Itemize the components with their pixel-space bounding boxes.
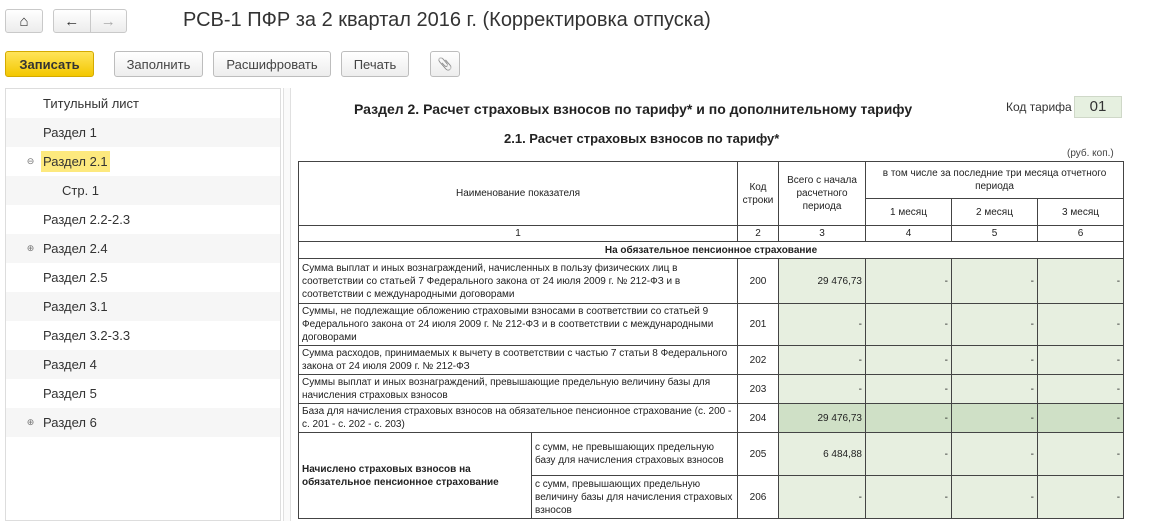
- panel-splitter[interactable]: [283, 88, 291, 521]
- tree-item-page-1[interactable]: Стр. 1: [6, 176, 280, 205]
- col-number: 1: [299, 226, 738, 242]
- section-title: Раздел 2. Расчет страховых взносов по тарифу* и по дополнительному тарифу: [354, 101, 913, 117]
- header-last-three: в том числе за последние три месяца отчетного периода: [866, 162, 1124, 199]
- header-month-1: 1 месяц: [866, 199, 952, 226]
- month-3-cell[interactable]: -: [1038, 375, 1124, 404]
- table-row: [299, 433, 1124, 476]
- row-name: Сумма расходов, принимаемых к вычету в соответствии с частью 7 статьи 8 Федерального закона от 24 июля 2009 г. № 212-ФЗ: [299, 346, 738, 375]
- month-3-cell[interactable]: -: [1038, 346, 1124, 375]
- section-heading: На обязательное пенсионное страхование: [299, 242, 1124, 259]
- row-code: 202: [738, 346, 779, 375]
- header-code: Код строки: [738, 162, 779, 226]
- month-2-cell[interactable]: -: [952, 476, 1038, 519]
- expand-icon[interactable]: ⊕: [26, 243, 35, 253]
- month-1-cell[interactable]: -: [866, 476, 952, 519]
- fill-button[interactable]: Заполнить: [114, 51, 203, 77]
- collapse-icon[interactable]: ⊖: [26, 156, 35, 166]
- expand-icon[interactable]: ⊕: [26, 417, 35, 427]
- month-1-cell[interactable]: -: [866, 259, 952, 304]
- tree-item-section-3-1[interactable]: Раздел 3.1: [6, 292, 280, 321]
- month-3-cell[interactable]: -: [1038, 476, 1124, 519]
- month-3-cell[interactable]: -: [1038, 304, 1124, 346]
- attach-button[interactable]: [430, 51, 460, 77]
- row-code: 206: [738, 476, 779, 519]
- home-icon: ⌂: [19, 12, 29, 30]
- row-name: Сумма выплат и иных вознаграждений, начисленных в пользу физических лиц в соответствии со статьей 7 Федерального закона от 24 июля 2009 г. № 212-ФЗ и в соответствии с международными договорами: [299, 259, 738, 304]
- total-cell[interactable]: 6 484,88: [779, 433, 866, 476]
- accrued-label: Начислено страховых взносов на обязательное пенсионное страхование: [299, 433, 532, 519]
- decode-button[interactable]: Расшифровать: [213, 51, 331, 77]
- tree-item-section-1[interactable]: Раздел 1: [6, 118, 280, 147]
- row-name: с сумм, не превышающих предельную базу для начисления страховых взносов: [532, 433, 738, 476]
- tree-item-title-page[interactable]: Титульный лист: [43, 96, 140, 111]
- month-1-cell[interactable]: -: [866, 346, 952, 375]
- month-2-cell[interactable]: -: [952, 346, 1038, 375]
- col-number: 6: [1038, 226, 1124, 242]
- row-name: Суммы, не подлежащие обложению страховыми взносами в соответствии со статьей 9 Федерального закона от 24 июля 2009 г. № 212-ФЗ и в соответствии с международными договорами: [299, 304, 738, 346]
- header-month-2: 2 месяц: [952, 199, 1038, 226]
- month-2-cell[interactable]: -: [952, 433, 1038, 476]
- month-1-cell[interactable]: -: [866, 375, 952, 404]
- table-row: [299, 346, 1124, 375]
- col-number: 4: [866, 226, 952, 242]
- contributions-table: [298, 161, 1124, 519]
- row-code: 205: [738, 433, 779, 476]
- month-3-cell: -: [1038, 404, 1124, 433]
- total-cell[interactable]: -: [779, 304, 866, 346]
- table-row: [299, 304, 1124, 346]
- month-3-cell[interactable]: -: [1038, 433, 1124, 476]
- row-code: 201: [738, 304, 779, 346]
- tree-item-section-2-5[interactable]: Раздел 2.5: [43, 270, 108, 285]
- month-1-cell: -: [866, 404, 952, 433]
- month-2-cell[interactable]: -: [952, 375, 1038, 404]
- tree-item-section-6[interactable]: ⊕ Раздел 6: [6, 408, 280, 437]
- arrow-left-icon: ←: [64, 12, 80, 30]
- month-1-cell[interactable]: -: [866, 304, 952, 346]
- header-total: Всего с начала расчетного периода: [779, 162, 866, 226]
- tree-item-section-2-4[interactable]: ⊕ Раздел 2.4: [6, 234, 280, 263]
- tariff-code-field[interactable]: 01: [1074, 96, 1122, 118]
- row-name: Суммы выплат и иных вознаграждений, превышающие предельную величину базы для начисления страховых взносов: [299, 375, 738, 404]
- month-2-cell[interactable]: -: [952, 304, 1038, 346]
- month-2-cell: -: [952, 404, 1038, 433]
- tree-item-section-5[interactable]: Раздел 5: [43, 386, 97, 401]
- total-cell[interactable]: 29 476,73: [779, 259, 866, 304]
- table-row: [299, 259, 1124, 304]
- tree-item-section-2-1[interactable]: ⊖ Раздел 2.1: [6, 147, 280, 176]
- header-month-3: 3 месяц: [1038, 199, 1124, 226]
- print-button[interactable]: Печать: [341, 51, 409, 77]
- total-cell: 29 476,73: [779, 404, 866, 433]
- history-nav: [53, 9, 127, 33]
- header-indicator: Наименование показателя: [299, 162, 738, 226]
- tree-item-section-2-2[interactable]: Раздел 2.2-2.3: [43, 212, 131, 227]
- row-code: 200: [738, 259, 779, 304]
- col-number: 2: [738, 226, 779, 242]
- col-number: 5: [952, 226, 1038, 242]
- home-button[interactable]: [5, 9, 43, 33]
- tree-item-section-4[interactable]: Раздел 4: [6, 350, 280, 379]
- month-3-cell[interactable]: -: [1038, 259, 1124, 304]
- row-code: 204: [738, 404, 779, 433]
- col-number: 3: [779, 226, 866, 242]
- tree-item-section-3-2[interactable]: Раздел 3.2-3.3: [43, 328, 131, 343]
- subsection-title: 2.1. Расчет страховых взносов по тарифу*: [504, 131, 780, 146]
- arrow-right-icon: →: [100, 12, 116, 30]
- table-row: [299, 375, 1124, 404]
- save-button[interactable]: Записать: [5, 51, 94, 77]
- tariff-code-label: Код тарифа: [1006, 100, 1072, 114]
- page-title: РСВ-1 ПФР за 2 квартал 2016 г. (Корректировка отпуска): [183, 9, 711, 31]
- units-label: (руб. коп.): [1067, 148, 1114, 159]
- table-row: [299, 404, 1124, 433]
- row-name: с сумм, превышающих предельную величину базы для начисления страховых взносов: [532, 476, 738, 519]
- row-code: 203: [738, 375, 779, 404]
- row-name: База для начисления страховых взносов на обязательное пенсионное страхование (с. 200 - с. 201 - с. 202 - с. 203): [299, 404, 738, 433]
- total-cell[interactable]: -: [779, 476, 866, 519]
- sections-tree: [5, 88, 281, 521]
- month-2-cell[interactable]: -: [952, 259, 1038, 304]
- report-form: [292, 88, 1155, 521]
- back-button[interactable]: [54, 10, 91, 32]
- forward-button[interactable]: [91, 10, 127, 32]
- total-cell[interactable]: -: [779, 346, 866, 375]
- paperclip-icon: 📎: [437, 57, 453, 71]
- title-bar: [0, 0, 1155, 44]
- month-1-cell[interactable]: -: [866, 433, 952, 476]
- total-cell[interactable]: -: [779, 375, 866, 404]
